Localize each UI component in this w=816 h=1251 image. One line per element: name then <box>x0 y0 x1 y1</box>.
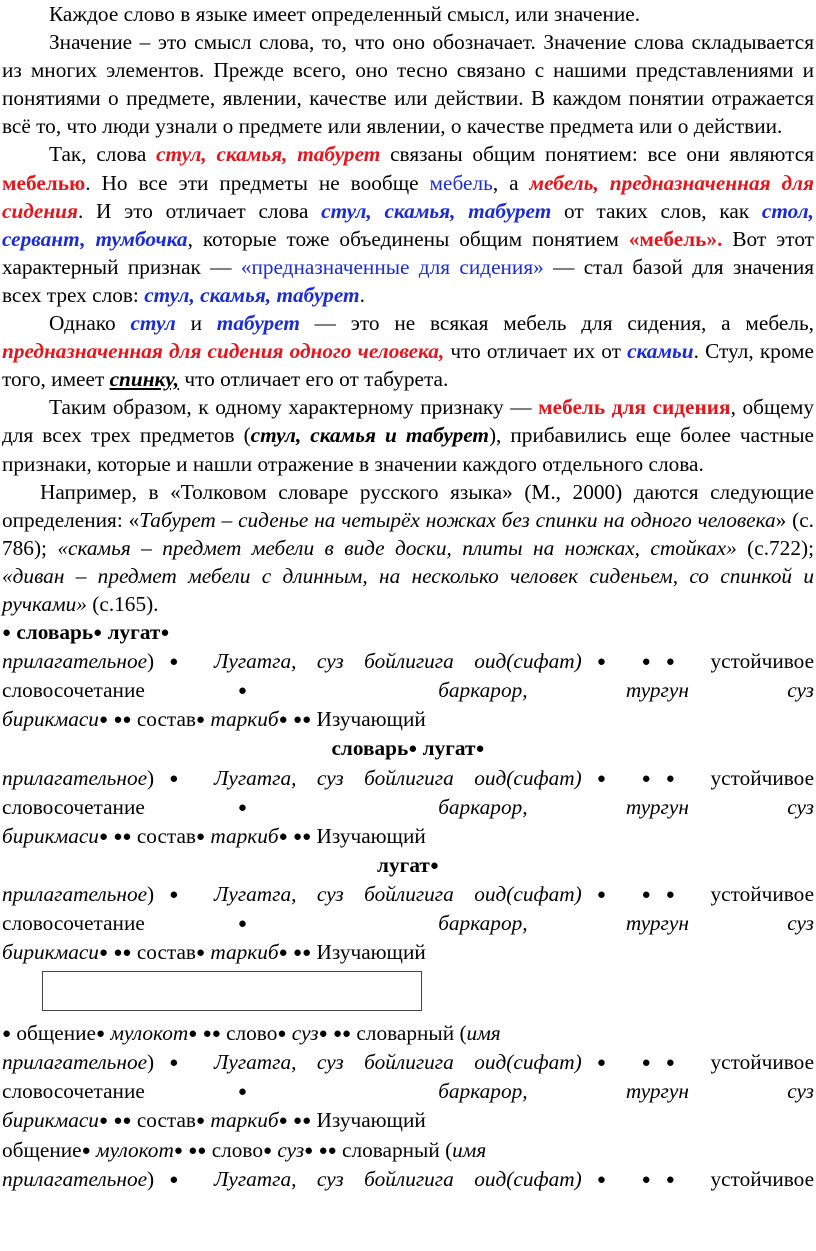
bullet-icon: ● <box>93 625 103 642</box>
text: прилагательное <box>2 881 148 906</box>
text: баркарор, тургун суз <box>438 678 814 703</box>
gloss-heading <box>2 851 814 880</box>
text: связаны общим понятием: все они являются <box>380 142 814 167</box>
bullet-icon: ● <box>302 828 312 845</box>
bullet-icon: ● <box>429 857 439 874</box>
paragraph-4 <box>2 309 814 393</box>
bullet-icon: ● <box>154 1055 194 1072</box>
text: словарный <box>342 1137 440 1162</box>
definition-italic: «диван – предмет мебели с длинным, на несколько человек сиденьем, со спинкой и ручками» <box>2 563 814 616</box>
bullet-icon: ● <box>408 741 418 758</box>
highlight-blue: табурет <box>216 311 300 336</box>
text: . <box>359 282 365 307</box>
gloss-line <box>2 1136 814 1165</box>
bullet-icon: ● <box>113 828 123 845</box>
text: (с.165). <box>86 591 159 616</box>
bullet-icon: ● <box>581 1055 622 1072</box>
bullet-icon: ● <box>122 945 132 962</box>
bullet-icon: ● <box>277 1026 287 1043</box>
text: общение <box>16 1021 96 1046</box>
text: ) <box>147 1166 155 1191</box>
text: общение <box>2 1137 82 1162</box>
text: словарь <box>331 736 409 761</box>
text: бирикмаси <box>2 823 99 848</box>
bullet-icon: ● <box>302 1113 312 1130</box>
gloss-line <box>2 880 814 909</box>
highlight-red: стул, скамья, табурет <box>156 142 381 167</box>
bullet-icon: ● <box>332 1026 343 1043</box>
text: ) <box>147 881 155 906</box>
bullet-icon: ● <box>581 1171 622 1188</box>
bullet-icon: ● <box>144 1084 340 1101</box>
text: Изучающий <box>316 823 426 848</box>
bullet-icon: ● <box>144 683 340 700</box>
bullet-icon: ● <box>195 945 206 962</box>
text: устойчивое <box>710 881 815 906</box>
gloss-block-5 <box>2 1136 814 1194</box>
text: Изучающий <box>316 940 426 965</box>
bullet-icon: ● <box>154 886 194 903</box>
bullet-icon: ● <box>144 916 340 932</box>
bullet-icon: ● <box>278 712 288 729</box>
text: прилагательное <box>2 1050 148 1075</box>
text: баркарор, тургун суз <box>438 1079 814 1104</box>
text: Вот этот характерный признак — <box>2 226 814 279</box>
highlight-blue: стол, сервант, тумбочка <box>2 198 814 251</box>
bullet-icon: ● <box>581 886 622 903</box>
bullet-icon: ● <box>641 1055 666 1072</box>
text: словосочетание <box>2 1079 145 1104</box>
text: баркарор, тургун суз <box>438 794 814 819</box>
text: словосочетание <box>2 678 145 703</box>
text: Изучающий <box>316 1108 426 1133</box>
bullet-icon: ● <box>211 1026 221 1043</box>
gloss-block-2 <box>2 734 814 850</box>
bullet-icon: ● <box>318 1026 328 1043</box>
gloss-heading <box>2 618 814 647</box>
text: устойчивое <box>710 1166 815 1191</box>
paragraph-3 <box>2 140 814 309</box>
text: словарный <box>356 1021 455 1046</box>
paragraph-1 <box>2 0 814 28</box>
bullet-icon: ● <box>95 1026 106 1043</box>
bullet-icon: ● <box>188 1142 198 1159</box>
bullet-icon: ● <box>122 1113 132 1130</box>
bullet-icon: ● <box>302 945 312 962</box>
text: Лугатга, суз бойлигига оид(сифат) <box>213 1166 582 1191</box>
bullet-icon: ● <box>641 770 666 787</box>
bullet-icon: ● <box>98 1113 109 1130</box>
text: Лугатга, суз бойлигига оид(сифат) <box>213 765 582 790</box>
bullet-icon: ● <box>342 1026 352 1043</box>
text: слово <box>226 1021 278 1046</box>
bullet-icon: ● <box>293 712 303 729</box>
text: баркарор, тургун суз <box>438 911 814 935</box>
text: Таким образом, к одному характерному признаку — <box>49 395 539 420</box>
bullet-icon: ● <box>304 1142 314 1159</box>
text: прилагательное <box>2 765 148 790</box>
text: — стал базой для значения всех трех слов: <box>2 254 815 307</box>
bold-italic-text: стул, скамья и табурет <box>250 423 489 448</box>
gloss-line <box>2 1077 814 1106</box>
paragraph-2 <box>2 28 814 140</box>
bullet-icon: ● <box>195 1113 206 1130</box>
bullet-icon: ● <box>278 945 288 962</box>
bullet-icon: ● <box>327 1142 337 1159</box>
gloss-block-4 <box>2 1019 814 1135</box>
text: лугат <box>422 736 476 761</box>
text: . Но все эти предметы не вообще <box>85 170 430 195</box>
text: Каждое слово в языке имеет определенный смысл, или значение. <box>49 2 641 26</box>
text: . Стул, кроме того, имеет <box>2 339 814 392</box>
text: устойчивое <box>710 765 815 790</box>
text: Например, в «Толковом словаре русского языка» (М., 2000) даются следующие определения: « <box>2 479 814 532</box>
gloss-line <box>2 1019 814 1048</box>
bullet-icon: ● <box>641 654 666 671</box>
bullet-icon: ● <box>262 1142 273 1159</box>
text: таркиб <box>210 1108 279 1133</box>
text: что отличает их от <box>444 339 628 364</box>
bullet-icon: ● <box>122 828 132 845</box>
bullet-icon: ● <box>113 712 123 729</box>
text: Значение – это смысл слова, то, что оно обозначает. Значение слова складывается из многих элементов. Прежде всего, оно тесно связано с нашими представлениями и понятиями о предмете, явлении, качестве или действии. В каждом понятии отражается всё то, что люди узнали о предмете или явлении, о качестве предмета или о действии. <box>2 30 814 139</box>
text: состав <box>136 940 196 965</box>
definition-italic: «скамья – предмет мебели в виде доски, плиты на ножках, стойках» <box>57 535 737 560</box>
text: таркиб <box>210 823 279 848</box>
bullet-icon: ● <box>293 945 303 962</box>
text: устойчивое <box>710 649 815 674</box>
bullet-icon: ● <box>98 828 109 845</box>
highlight-blue: стул <box>130 311 176 336</box>
gloss-line <box>2 1165 814 1194</box>
highlight-red: мебелью <box>2 170 86 195</box>
highlight-blue: скамьи <box>627 339 694 364</box>
text: словосочетание <box>2 794 145 819</box>
text: лугат <box>377 852 430 877</box>
bullet-icon: ● <box>154 654 194 671</box>
bullet-icon: ● <box>318 1142 328 1159</box>
bullet-icon: ● <box>665 654 690 671</box>
highlight-red: предназначенная для сидения одного человека, <box>2 339 445 364</box>
bullet-icon: ● <box>195 712 206 729</box>
bullet-icon: ● <box>641 1171 666 1188</box>
bullet-icon: ● <box>278 828 288 845</box>
paragraph-5 <box>2 393 814 477</box>
bullet-icon: ● <box>293 1113 303 1130</box>
bullet-icon: ● <box>665 770 690 787</box>
gloss-line <box>2 793 814 822</box>
bullet-icon: ● <box>154 770 194 787</box>
text: лугат <box>107 620 161 645</box>
text: таркиб <box>210 707 279 732</box>
highlight-red: мебель для сидения <box>538 395 731 420</box>
text: ) <box>147 1050 155 1075</box>
gloss-block-1 <box>2 618 814 734</box>
bullet-icon: ● <box>98 945 109 962</box>
bullet-icon: ● <box>665 1171 690 1188</box>
text: . И это отличает слова <box>77 198 322 223</box>
text: ) <box>147 649 155 674</box>
text: словарь <box>16 620 94 645</box>
text: от таких слов, как <box>551 198 762 223</box>
text: словосочетание <box>2 911 145 935</box>
highlight-blue: стул, скамья, табурет <box>144 282 360 307</box>
text: , которые тоже объединены общим понятием <box>187 226 629 251</box>
text: состав <box>136 707 196 732</box>
highlight-red: мебель, предназначенная для сидения <box>2 170 814 223</box>
text: » (с. 786); <box>2 507 815 560</box>
text: бирикмаси <box>2 707 99 732</box>
text: — это не всякая мебель для сидения, а мебель, <box>299 311 814 336</box>
text: что отличает его от табурета. <box>179 367 449 392</box>
definition-italic: Табурет – сиденье на четырёх ножках без спинки на одного человека <box>139 507 776 532</box>
bullet-icon: ● <box>302 712 312 729</box>
gloss-line <box>2 705 814 734</box>
text: устойчивое <box>710 1050 815 1075</box>
text: мулокот <box>95 1137 174 1162</box>
text: ), прибавились еще более частные признаки, которые и нашли отражение в значении каждого отдельного слова. <box>2 423 814 476</box>
bullet-icon: ● <box>278 1113 288 1130</box>
text: слово <box>211 1137 263 1162</box>
bullet-icon: ● <box>160 625 170 642</box>
text: таркиб <box>210 940 279 965</box>
bullet-icon: ● <box>202 1026 212 1043</box>
gloss-heading <box>2 734 814 763</box>
gloss-line <box>2 1048 814 1077</box>
text: ( <box>445 1137 453 1162</box>
bullet-icon: ● <box>154 1171 194 1188</box>
text: суз <box>291 1021 319 1046</box>
bullet-icon: ● <box>197 1142 207 1159</box>
bullet-icon: ● <box>2 1026 12 1043</box>
text: имя <box>452 1137 487 1162</box>
paragraph-6 <box>2 478 814 618</box>
bullet-icon: ● <box>113 1113 123 1130</box>
gloss-line <box>2 647 814 676</box>
bullet-icon: ● <box>581 770 622 787</box>
bullet-icon: ● <box>581 654 622 671</box>
empty-frame <box>42 971 422 1011</box>
bullet-icon: ● <box>98 712 109 729</box>
text: Изучающий <box>316 707 426 732</box>
text: ( <box>459 1021 467 1046</box>
highlight-red: «мебель». <box>628 226 723 251</box>
bullet-icon: ● <box>122 712 132 729</box>
text: состав <box>136 823 196 848</box>
underlined-word: спинку, <box>109 367 180 392</box>
gloss-line <box>2 676 814 705</box>
bullet-icon: ● <box>188 1026 198 1043</box>
bullet-icon: ● <box>475 741 485 758</box>
text: прилагательное <box>2 649 148 674</box>
bullet-icon: ● <box>665 886 690 903</box>
bullet-icon: ● <box>144 799 340 816</box>
gloss-line <box>2 822 814 851</box>
bullet-icon: ● <box>195 828 206 845</box>
bullet-icon: ● <box>641 886 666 903</box>
gloss-line <box>2 938 814 967</box>
gloss-block-3 <box>2 851 814 967</box>
bullet-icon: ● <box>293 828 303 845</box>
text: ) <box>147 765 155 790</box>
text: мулокот <box>110 1021 189 1046</box>
text: Однако <box>49 311 131 336</box>
bullet-icon: ● <box>81 1142 91 1159</box>
text: имя <box>466 1021 501 1046</box>
text: состав <box>136 1108 196 1133</box>
text: Так, слова <box>49 142 157 167</box>
bullet-icon: ● <box>173 1142 183 1159</box>
highlight-blue: стул, скамья, табурет <box>321 198 552 223</box>
highlight-blue: мебель <box>429 170 493 195</box>
bullet-icon: ● <box>2 625 12 642</box>
bullet-icon: ● <box>665 1055 690 1072</box>
gloss-line <box>2 909 814 938</box>
text: бирикмаси <box>2 1108 99 1133</box>
text: прилагательное <box>2 1166 148 1191</box>
text: , а <box>492 170 530 195</box>
text: бирикмаси <box>2 940 99 965</box>
bullet-icon: ● <box>113 945 123 962</box>
text: (с.722); <box>736 535 814 560</box>
text: Лугатга, суз бойлигига оид(сифат) <box>213 1050 582 1075</box>
text: Лугатга, суз бойлигига оид(сифат) <box>213 881 582 906</box>
highlight-blue: «предназначенные для сидения» <box>240 254 544 279</box>
gloss-line <box>2 1106 814 1135</box>
text: , общему для всех трех предметов ( <box>2 395 814 448</box>
text: суз <box>277 1137 305 1162</box>
text: Лугатга, суз бойлигига оид(сифат) <box>213 649 582 674</box>
gloss-line <box>2 764 814 793</box>
text: и <box>175 311 217 336</box>
